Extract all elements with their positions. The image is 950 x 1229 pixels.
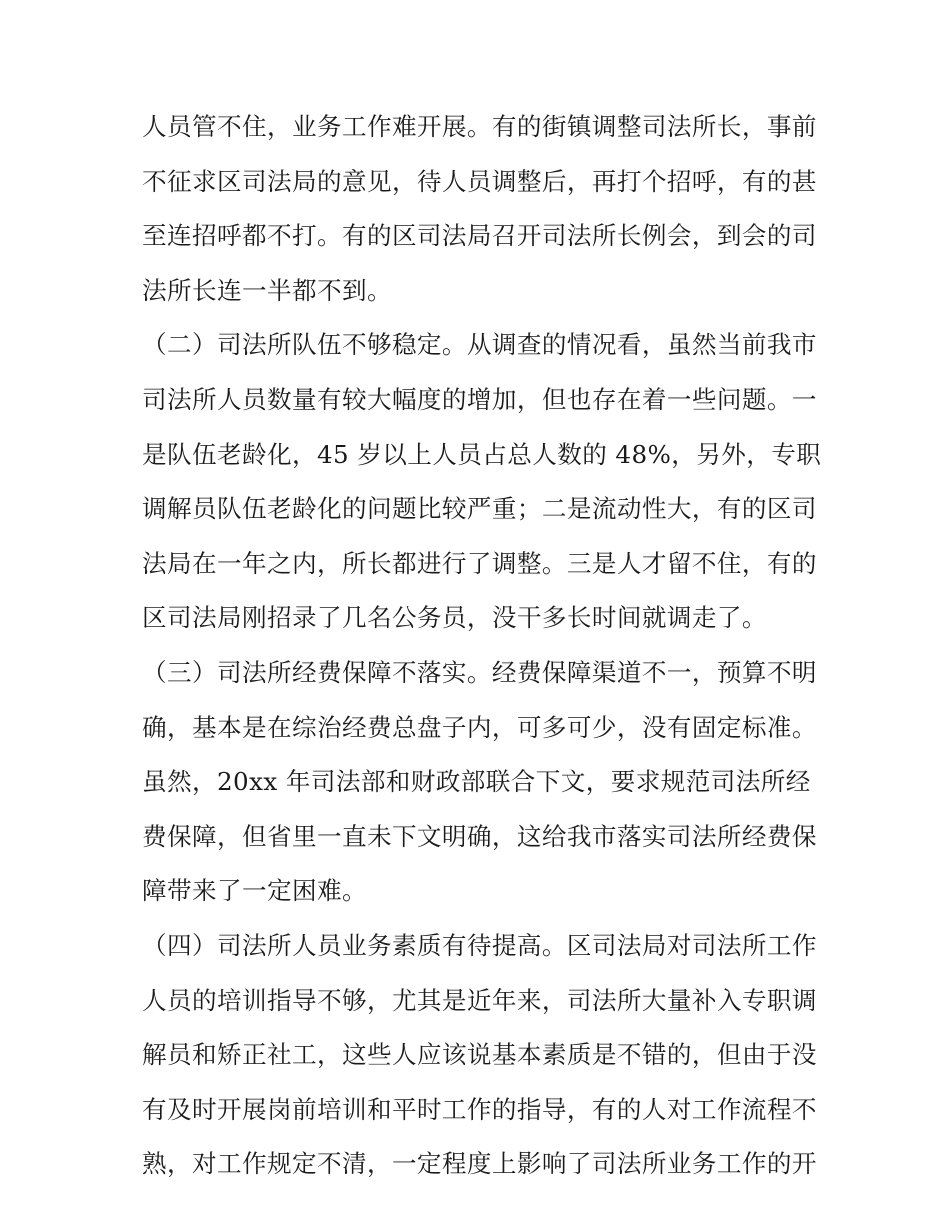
text-line: 是队伍老龄化，45 岁以上人员占总人数的 48%，另外，专职 [142,439,822,469]
text-line: 费保障，但省里一直未下文明确，这给我市落实司法所经费保 [142,821,817,851]
text-line: 调解员队伍老龄化的问题比较严重；二是流动性大，有的区司 [142,494,817,524]
text-line: （四）司法所人员业务素质有待提高。区司法局对司法所工作 [142,930,817,960]
text-line: 法局在一年之内，所长都进行了调整。三是人才留不住，有的 [142,548,817,578]
text-line: 不征求区司法局的意见，待人员调整后，再打个招呼，有的甚 [142,166,817,196]
text-line: （二）司法所队伍不够稳定。从调查的情况看，虽然当前我市 [142,330,817,360]
text-line: 司法所人员数量有较大幅度的增加，但也存在着一些问题。一 [142,384,817,414]
text-line: 人员管不住，业务工作难开展。有的街镇调整司法所长，事前 [142,112,817,141]
text-line: 障带来了一定困难。 [142,876,367,906]
text-line: 人员的培训指导不够，尤其是近年来，司法所大量补入专职调 [142,985,817,1015]
text-line: 至连招呼都不打。有的区司法局召开司法所长例会，到会的司 [142,221,817,251]
text-line: 解员和矫正社工，这些人应该说基本素质是不错的，但由于没 [142,1040,817,1070]
text-line: 虽然，20xx 年司法部和财政部联合下文，要求规范司法所经 [142,767,811,797]
text-line: 熟，对工作规定不清，一定程度上影响了司法所业务工作的开 [142,1149,817,1179]
text-line: 区司法局刚招录了几名公务员，没干多长时间就调走了。 [142,603,767,633]
document-body [142,100,822,1192]
text-line: 法所长连一半都不到。 [142,275,392,305]
text-line: 确，基本是在综治经费总盘子内，可多可少，没有固定标准。 [142,712,817,742]
text-line: （三）司法所经费保障不落实。经费保障渠道不一，预算不明 [142,657,817,687]
text-line: 有及时开展岗前培训和平时工作的指导，有的人对工作流程不 [142,1094,817,1124]
